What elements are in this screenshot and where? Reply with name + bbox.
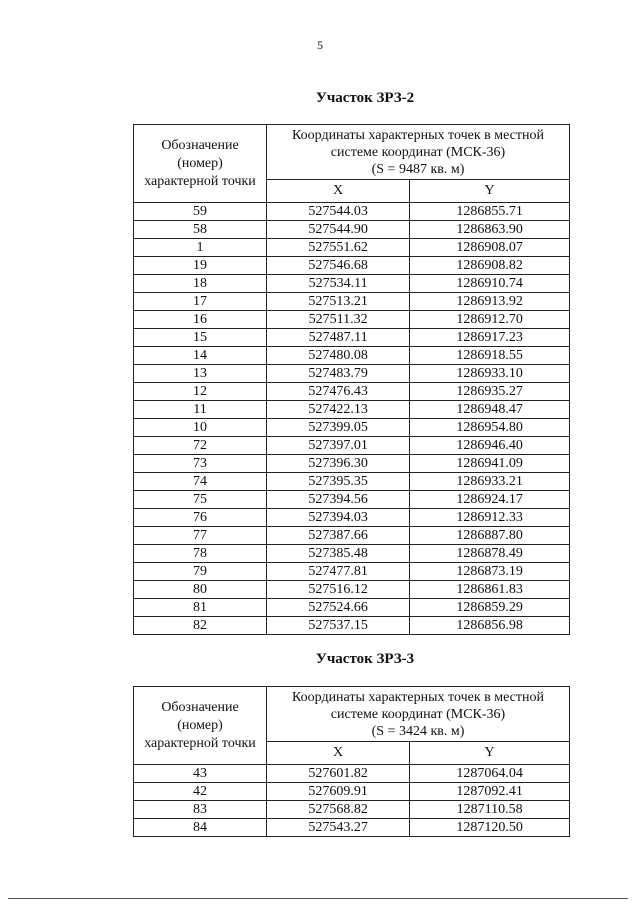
y-coordinate-cell: 1286918.55 bbox=[410, 347, 570, 365]
x-coordinate-cell: 527395.35 bbox=[267, 473, 410, 491]
y-coordinate-cell: 1286859.29 bbox=[410, 599, 570, 617]
x-coordinate-cell: 527543.27 bbox=[267, 819, 410, 837]
area-label: (S = 3424 кв. м) bbox=[371, 724, 465, 739]
point-number-cell: 42 bbox=[134, 783, 267, 801]
point-number-cell: 10 bbox=[134, 419, 267, 437]
point-number-cell: 77 bbox=[134, 527, 267, 545]
coordinates-header-line: системе координат (МСК-36) bbox=[330, 145, 506, 160]
x-coordinate-cell: 527537.15 bbox=[267, 617, 410, 635]
x-coordinate-cell: 527568.82 bbox=[267, 801, 410, 819]
x-coordinate-cell: 527394.56 bbox=[267, 491, 410, 509]
table-row bbox=[134, 563, 570, 581]
designation-header-line: Обозначение bbox=[161, 137, 239, 153]
y-coordinate-cell: 1286933.10 bbox=[410, 365, 570, 383]
point-number-cell: 19 bbox=[134, 257, 267, 275]
x-coordinate-cell: 527399.05 bbox=[267, 419, 410, 437]
coordinates-table-zrz-3 bbox=[133, 686, 570, 837]
table-row bbox=[134, 311, 570, 329]
table-row bbox=[134, 473, 570, 491]
x-coordinate-cell: 527544.90 bbox=[267, 221, 410, 239]
designation-header-line: (номер) bbox=[177, 717, 223, 733]
designation-header-line: Обозначение bbox=[161, 699, 239, 715]
table-row bbox=[134, 581, 570, 599]
x-column-header: X bbox=[267, 180, 410, 203]
point-number-cell: 43 bbox=[134, 765, 267, 783]
table-row bbox=[134, 509, 570, 527]
table-row bbox=[134, 347, 570, 365]
x-coordinate-cell: 527516.12 bbox=[267, 581, 410, 599]
x-coordinate-cell: 527546.68 bbox=[267, 257, 410, 275]
y-coordinate-cell: 1286935.27 bbox=[410, 383, 570, 401]
designation-header-line: характерной точки bbox=[144, 173, 256, 189]
y-coordinate-cell: 1286861.83 bbox=[410, 581, 570, 599]
y-coordinate-cell: 1287110.58 bbox=[410, 801, 570, 819]
point-number-cell: 81 bbox=[134, 599, 267, 617]
x-coordinate-cell: 527513.21 bbox=[267, 293, 410, 311]
point-number-cell: 17 bbox=[134, 293, 267, 311]
x-coordinate-cell: 527422.13 bbox=[267, 401, 410, 419]
y-coordinate-cell: 1286855.71 bbox=[410, 203, 570, 221]
point-number-cell: 15 bbox=[134, 329, 267, 347]
table-row bbox=[134, 293, 570, 311]
y-coordinate-cell: 1286908.82 bbox=[410, 257, 570, 275]
x-coordinate-cell: 527387.66 bbox=[267, 527, 410, 545]
table-row bbox=[134, 617, 570, 635]
point-number-cell: 18 bbox=[134, 275, 267, 293]
table-row bbox=[134, 455, 570, 473]
x-coordinate-cell: 527551.62 bbox=[267, 239, 410, 257]
y-coordinate-cell: 1286873.19 bbox=[410, 563, 570, 581]
table-row bbox=[134, 437, 570, 455]
table-row bbox=[134, 783, 570, 801]
y-coordinate-cell: 1286913.92 bbox=[410, 293, 570, 311]
table-row bbox=[134, 275, 570, 293]
designation-header bbox=[134, 687, 267, 765]
section-title-zrz-2: Участок ЗРЗ-2 bbox=[315, 90, 415, 106]
x-coordinate-cell: 527396.30 bbox=[267, 455, 410, 473]
designation-header bbox=[134, 125, 267, 203]
table-row bbox=[134, 801, 570, 819]
table-row bbox=[134, 419, 570, 437]
point-number-cell: 59 bbox=[134, 203, 267, 221]
point-number-cell: 13 bbox=[134, 365, 267, 383]
point-number-cell: 83 bbox=[134, 801, 267, 819]
table-row bbox=[134, 491, 570, 509]
point-number-cell: 78 bbox=[134, 545, 267, 563]
x-coordinate-cell: 527476.43 bbox=[267, 383, 410, 401]
designation-header-line: характерной точки bbox=[144, 735, 256, 751]
y-coordinate-cell: 1286924.17 bbox=[410, 491, 570, 509]
y-coordinate-cell: 1286912.70 bbox=[410, 311, 570, 329]
x-coordinate-cell: 527544.03 bbox=[267, 203, 410, 221]
coordinates-table-zrz-2 bbox=[133, 124, 570, 635]
point-number-cell: 11 bbox=[134, 401, 267, 419]
point-number-cell: 1 bbox=[134, 239, 267, 257]
y-column-header: Y bbox=[410, 742, 570, 765]
table-body bbox=[134, 765, 570, 837]
y-coordinate-cell: 1286917.23 bbox=[410, 329, 570, 347]
coordinates-header bbox=[267, 687, 570, 742]
x-coordinate-cell: 527480.08 bbox=[267, 347, 410, 365]
table-row bbox=[134, 765, 570, 783]
x-coordinate-cell: 527385.48 bbox=[267, 545, 410, 563]
y-coordinate-cell: 1286946.40 bbox=[410, 437, 570, 455]
x-coordinate-cell: 527601.82 bbox=[267, 765, 410, 783]
page-bottom-divider bbox=[8, 898, 628, 899]
x-coordinate-cell: 527524.66 bbox=[267, 599, 410, 617]
x-coordinate-cell: 527534.11 bbox=[267, 275, 410, 293]
point-number-cell: 58 bbox=[134, 221, 267, 239]
page-number: 5 bbox=[317, 38, 323, 52]
point-number-cell: 73 bbox=[134, 455, 267, 473]
table-row bbox=[134, 203, 570, 221]
y-coordinate-cell: 1286887.80 bbox=[410, 527, 570, 545]
point-number-cell: 72 bbox=[134, 437, 267, 455]
point-number-cell: 79 bbox=[134, 563, 267, 581]
designation-header-line: (номер) bbox=[177, 155, 223, 171]
table-row bbox=[134, 257, 570, 275]
table-row bbox=[134, 221, 570, 239]
point-number-cell: 74 bbox=[134, 473, 267, 491]
coordinates-header bbox=[267, 125, 570, 180]
coordinates-header-line: системе координат (МСК-36) bbox=[330, 707, 506, 722]
x-coordinate-cell: 527487.11 bbox=[267, 329, 410, 347]
area-label: (S = 9487 кв. м) bbox=[371, 162, 465, 177]
x-coordinate-cell: 527609.91 bbox=[267, 783, 410, 801]
point-number-cell: 76 bbox=[134, 509, 267, 527]
y-coordinate-cell: 1287120.50 bbox=[410, 819, 570, 837]
y-coordinate-cell: 1286908.07 bbox=[410, 239, 570, 257]
table-row bbox=[134, 239, 570, 257]
point-number-cell: 12 bbox=[134, 383, 267, 401]
point-number-cell: 80 bbox=[134, 581, 267, 599]
table-row bbox=[134, 527, 570, 545]
x-coordinate-cell: 527477.81 bbox=[267, 563, 410, 581]
point-number-cell: 16 bbox=[134, 311, 267, 329]
x-column-header: X bbox=[267, 742, 410, 765]
y-coordinate-cell: 1287064.04 bbox=[410, 765, 570, 783]
table-row bbox=[134, 365, 570, 383]
x-coordinate-cell: 527397.01 bbox=[267, 437, 410, 455]
y-coordinate-cell: 1286941.09 bbox=[410, 455, 570, 473]
point-number-cell: 75 bbox=[134, 491, 267, 509]
coordinates-header-line: Координаты характерных точек в местной bbox=[291, 690, 544, 705]
y-coordinate-cell: 1286863.90 bbox=[410, 221, 570, 239]
table-row bbox=[134, 599, 570, 617]
y-coordinate-cell: 1286948.47 bbox=[410, 401, 570, 419]
point-number-cell: 14 bbox=[134, 347, 267, 365]
x-coordinate-cell: 527483.79 bbox=[267, 365, 410, 383]
table-body bbox=[134, 203, 570, 635]
section-title-zrz-3: Участок ЗРЗ-3 bbox=[315, 651, 415, 667]
y-coordinate-cell: 1286878.49 bbox=[410, 545, 570, 563]
y-coordinate-cell: 1286933.21 bbox=[410, 473, 570, 491]
table-row bbox=[134, 383, 570, 401]
table-row bbox=[134, 819, 570, 837]
table-row bbox=[134, 401, 570, 419]
y-coordinate-cell: 1286856.98 bbox=[410, 617, 570, 635]
y-coordinate-cell: 1286954.80 bbox=[410, 419, 570, 437]
point-number-cell: 84 bbox=[134, 819, 267, 837]
table-row bbox=[134, 545, 570, 563]
y-coordinate-cell: 1287092.41 bbox=[410, 783, 570, 801]
x-coordinate-cell: 527511.32 bbox=[267, 311, 410, 329]
point-number-cell: 82 bbox=[134, 617, 267, 635]
y-coordinate-cell: 1286910.74 bbox=[410, 275, 570, 293]
table-row bbox=[134, 329, 570, 347]
x-coordinate-cell: 527394.03 bbox=[267, 509, 410, 527]
y-coordinate-cell: 1286912.33 bbox=[410, 509, 570, 527]
coordinates-header-line: Координаты характерных точек в местной bbox=[291, 128, 544, 143]
y-column-header: Y bbox=[410, 180, 570, 203]
